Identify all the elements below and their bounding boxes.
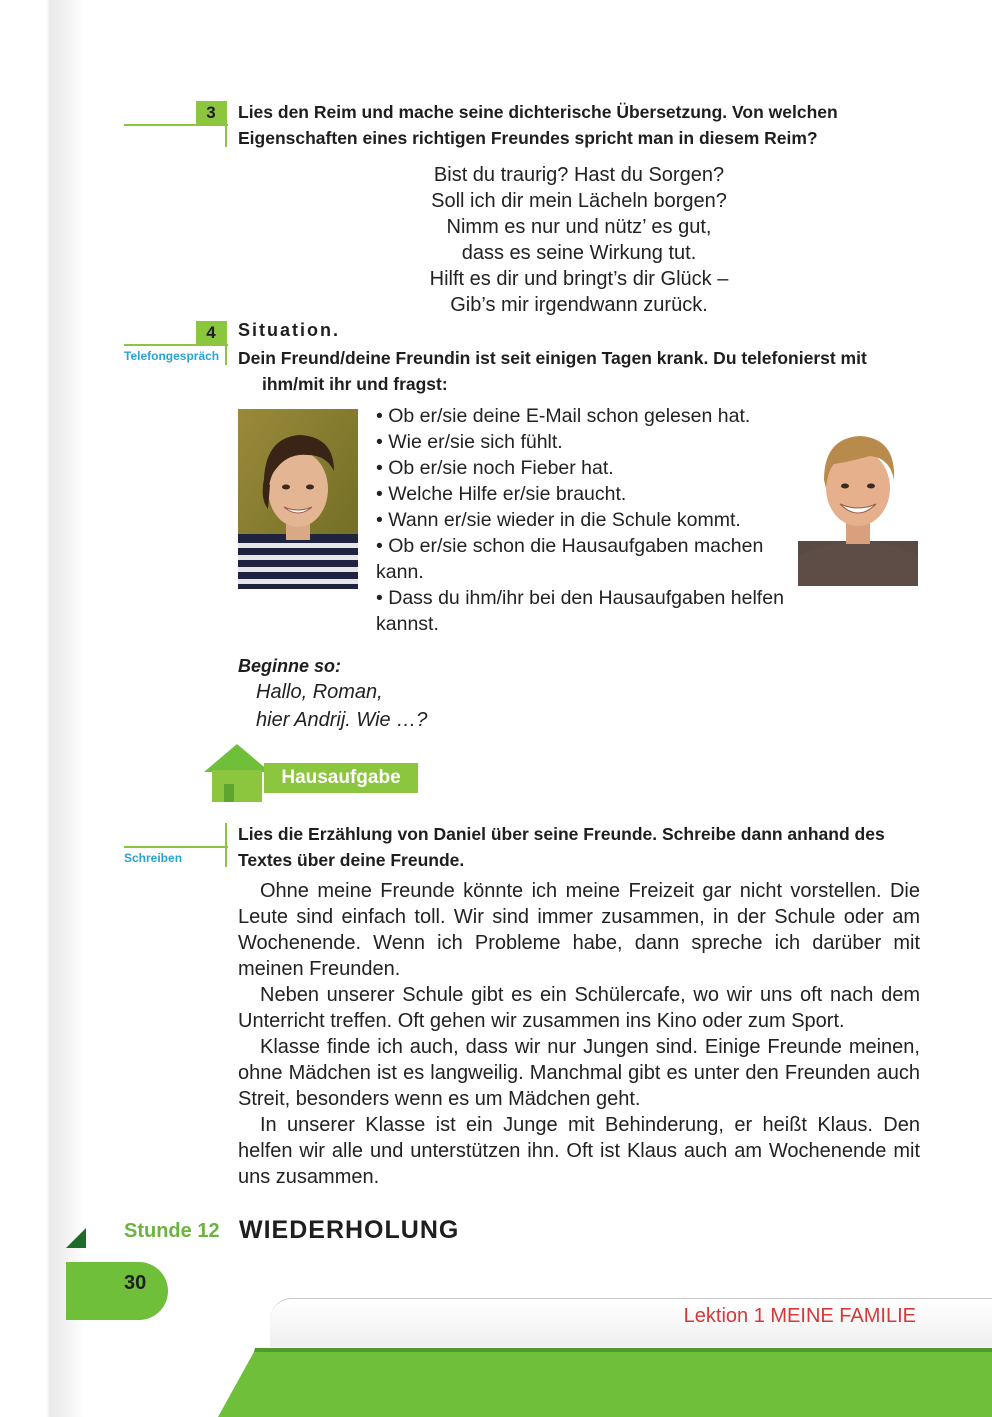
bullet-item: • Ob er/sie schon die Hausaufgaben machen kann. bbox=[376, 535, 764, 583]
bullet-item: • Wie er/sie sich fühlt. bbox=[376, 431, 563, 453]
task4-heading-line2: ihm/mit ihr und fragst: bbox=[262, 374, 448, 394]
poem-line: Soll ich dir mein Lächeln borgen? bbox=[431, 190, 727, 212]
paragraph: Neben unserer Schule gibt es ein Schülercafe, wo wir uns oft nach dem Unterricht treffen. Oft gehen wir zusammen ins Kino oder zum Sport. bbox=[238, 984, 920, 1032]
paragraph: In unserer Klasse ist ein Junge mit Behinderung, er heißt Klaus. Den helfen wir alle und unterstützen ihn. Oft ist Klaus auch am Wochenende mit uns zusammen. bbox=[238, 1114, 920, 1188]
homework-heading-line2: Textes über deine Freunde. bbox=[238, 850, 465, 870]
homework-banner: Hausaufgabe bbox=[264, 763, 418, 793]
lesson-number: Stunde 12 bbox=[124, 1220, 220, 1242]
paragraph: Ohne meine Freunde könnte ich meine Freizeit gar nicht vorstellen. Die Leute sind einfach toll. Wir sind immer zusammen, in der Schule oder am Wochenende. Wenn ich Probleme habe, dann spreche ich darüber mit meinen Freunden. bbox=[238, 880, 920, 980]
task4-number: 4 bbox=[196, 321, 226, 345]
poem-line: Nimm es nur und nütz’ es gut, bbox=[446, 216, 712, 238]
bullet-item: • Ob er/sie deine E-Mail schon gelesen hat. bbox=[376, 405, 751, 427]
page-number: 30 bbox=[124, 1272, 147, 1294]
poem-line: Gib’s mir irgendwann zurück. bbox=[450, 294, 708, 316]
task4-side-label: Telefongespräch bbox=[124, 349, 220, 363]
task3-heading-line2: Eigenschaften eines richtigen Freundes spricht man in diesem Reim? bbox=[238, 128, 818, 148]
poem-line: dass es seine Wirkung tut. bbox=[461, 242, 697, 264]
bullet-item: • Welche Hilfe er/sie braucht. bbox=[376, 483, 627, 505]
bullet-item: • Ob er/sie noch Fieber hat. bbox=[376, 457, 614, 479]
task3-heading-line1: Lies den Reim und mache seine dichterische Übersetzung. Von welchen bbox=[238, 102, 838, 122]
bullet-item: • Wann er/sie wieder in die Schule kommt. bbox=[376, 509, 741, 531]
paragraph: Klasse finde ich auch, dass wir nur Jungen sind. Einige Freunde meinen, ohne Mädchen ist es langweilig. Manchmal gibt es unter den Freunden auch Streit, besonders wenn es um Mädchen geht. bbox=[238, 1036, 920, 1110]
begin-line-1: Hallo, Roman, bbox=[256, 681, 383, 703]
footer-lesson-title: Lektion 1 MEINE FAMILIE bbox=[683, 1305, 916, 1327]
task3-number: 3 bbox=[196, 101, 226, 125]
begin-line-2: hier Andrij. Wie …? bbox=[256, 709, 428, 731]
lesson-title: WIEDERHOLUNG bbox=[239, 1216, 460, 1244]
begin-label: Beginne so: bbox=[238, 656, 342, 676]
poem-line: Hilft es dir und bringt’s dir Glück – bbox=[429, 268, 729, 290]
task4-title: Situation. bbox=[238, 320, 340, 340]
bullet-item: • Dass du ihm/ihr bei den Hausaufgaben helfen kannst. bbox=[376, 587, 784, 635]
task4-heading-line1: Dein Freund/deine Freundin ist seit einigen Tagen krank. Du telefonierst mit bbox=[238, 348, 867, 368]
homework-heading-line1: Lies die Erzählung von Daniel über seine Freunde. Schreibe dann anhand des bbox=[238, 824, 885, 844]
homework-side-label: Schreiben bbox=[124, 851, 183, 865]
poem-line: Bist du traurig? Hast du Sorgen? bbox=[433, 164, 725, 186]
